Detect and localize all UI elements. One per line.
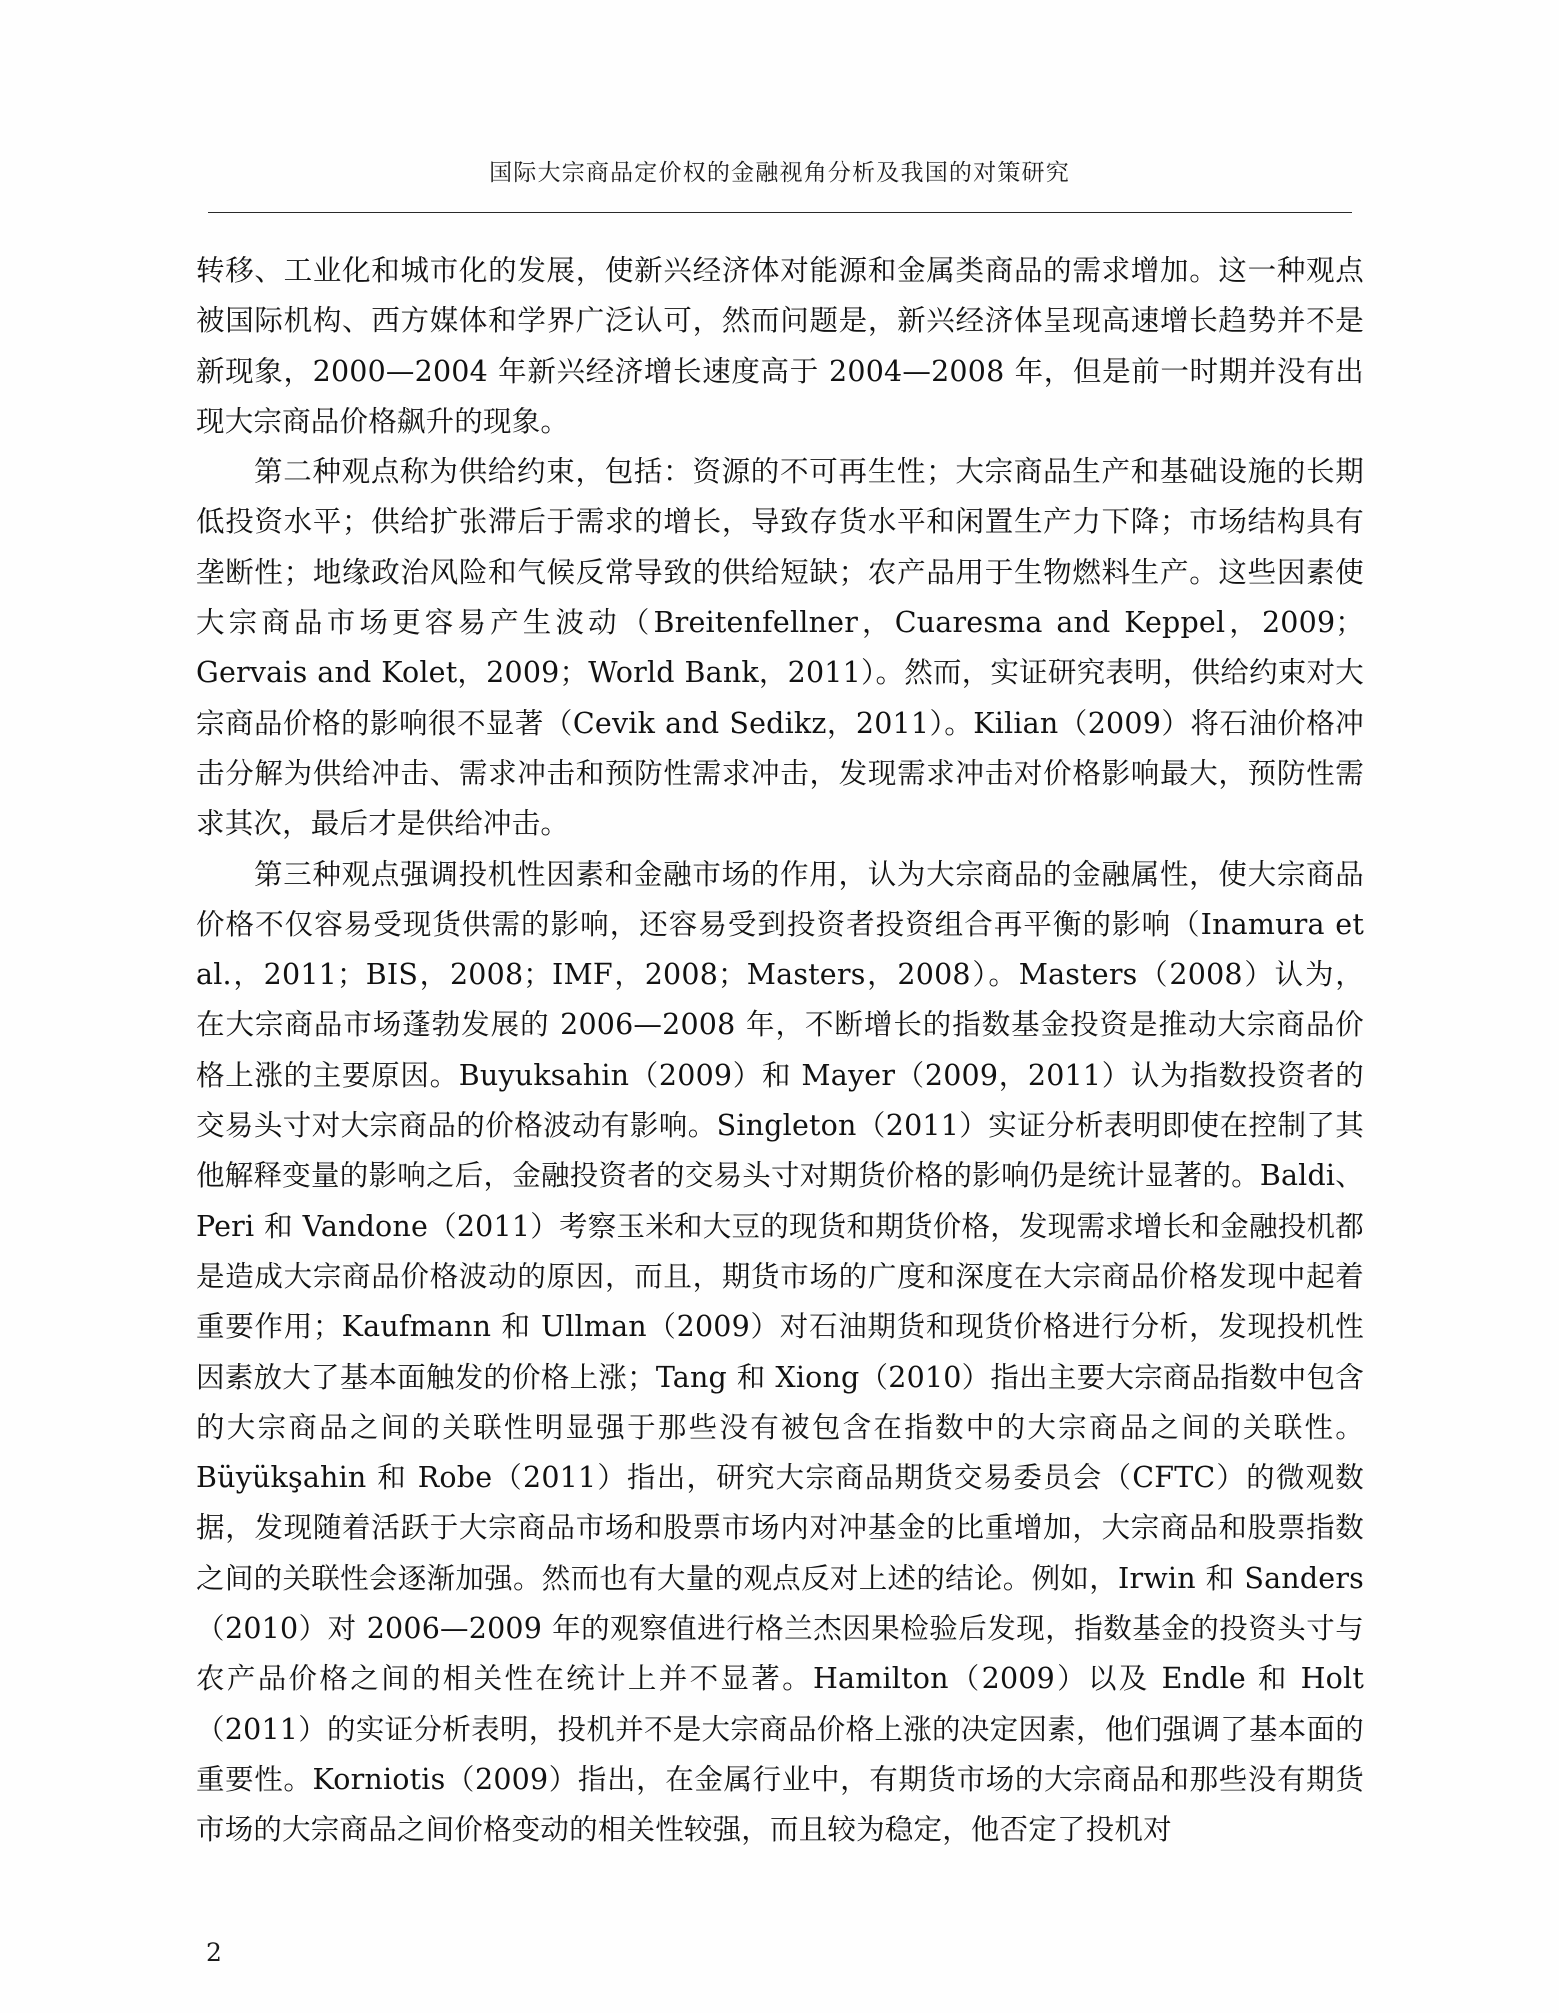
running-head-title: 国际大宗商品定价权的金融视角分析及我国的对策研究 — [489, 160, 1070, 186]
paragraph-1: 转移、工业化和城市化的发展，使新兴经济体对能源和金属类商品的需求增加。这一种观点被国际机构、西方媒体和学界广泛认可，然而问题是，新兴经济体呈现高速增长趋势并不是新现象，2000—2004 年新兴经济增长速度高于 2004—2008 年，但是前一时期并没有出现大宗商品价格飙升的现象。 — [196, 254, 1364, 438]
paragraph-3: 第三种观点强调投机性因素和金融市场的作用，认为大宗商品的金融属性，使大宗商品价格不仅容易受现货供需的影响，还容易受到投资者投资组合再平衡的影响（Inamura et al.，2011；BIS，2008；IMF，2008；Masters，2008）。Masters（2008）认为，在大宗商品市场蓬勃发展的 2006—2008 年，不断增长的指数基金投资是推动大宗商品价格上涨的主要原因。Buyuksahin（2009）和 Mayer（2009，2011）认为指数投资者的交易头寸对大宗商品的价格波动有影响。Singleton（2011）实证分析表明即使在控制了其他解释变量的影响之后，金融投资者的交易头寸对期货价格的影响仍是统计显著的。Baldi、Peri 和 Vandone（2011）考察玉米和大豆的现货和期货价格，发现需求增长和金融投机都是造成大宗商品价格波动的原因，而且，期货市场的广度和深度在大宗商品价格发现中起着重要作用；Kaufmann 和 Ullman（2009）对石油期货和现货价格进行分析，发现投机性因素放大了基本面触发的价格上涨；Tang 和 Xiong（2010）指出主要大宗商品指数中包含的大宗商品之间的关联性明显强于那些没有被包含在指数中的大宗商品之间的关联性。Büyükşahin 和 Robe（2011）指出，研究大宗商品期货交易委员会（CFTC）的微观数据，发现随着活跃于大宗商品市场和股票市场内对冲基金的比重增加，大宗商品和股票指数之间的关联性会逐渐加强。然而也有大量的观点反对上述的结论。例如，Irwin 和 Sanders（2010）对 2006—2009 年的观察值进行格兰杰因果检验后发现，指数基金的投资头寸与农产品价格之间的相关性在统计上并不显著。Hamilton（2009）以及 Endle 和 Holt（2011）的实证分析表明，投机并不是大宗商品价格上涨的决定因素，他们强调了基本面的重要性。Korniotis（2009）指出，在金属行业中，有期货市场的大宗商品和那些没有期货市场的大宗商品之间价格变动的相关性较强，而且较为稳定，他否定了投机对 — [196, 857, 1364, 1847]
page-number: 2 — [206, 1938, 222, 1967]
body-text — [196, 246, 1364, 1856]
header-rule — [208, 212, 1352, 213]
paragraph-2: 第二种观点称为供给约束，包括：资源的不可再生性；大宗商品生产和基础设施的长期低投资水平；供给扩张滞后于需求的增长，导致存货水平和闲置生产力下降；市场结构具有垄断性；地缘政治风险和气候反常导致的供给短缺；农产品用于生物燃料生产。这些因素使大宗商品市场更容易产生波动（Breitenfellner，Cuaresma and Keppel，2009；Gervais and Kolet，2009；World Bank，2011）。然而，实证研究表明，供给约束对大宗商品价格的影响很不显著（Cevik and Sedikz，2011）。Kilian（2009）将石油价格冲击分解为供给冲击、需求冲击和预防性需求冲击，发现需求冲击对价格影响最大，预防性需求其次，最后才是供给冲击。 — [196, 455, 1364, 841]
page-header — [0, 160, 1559, 188]
